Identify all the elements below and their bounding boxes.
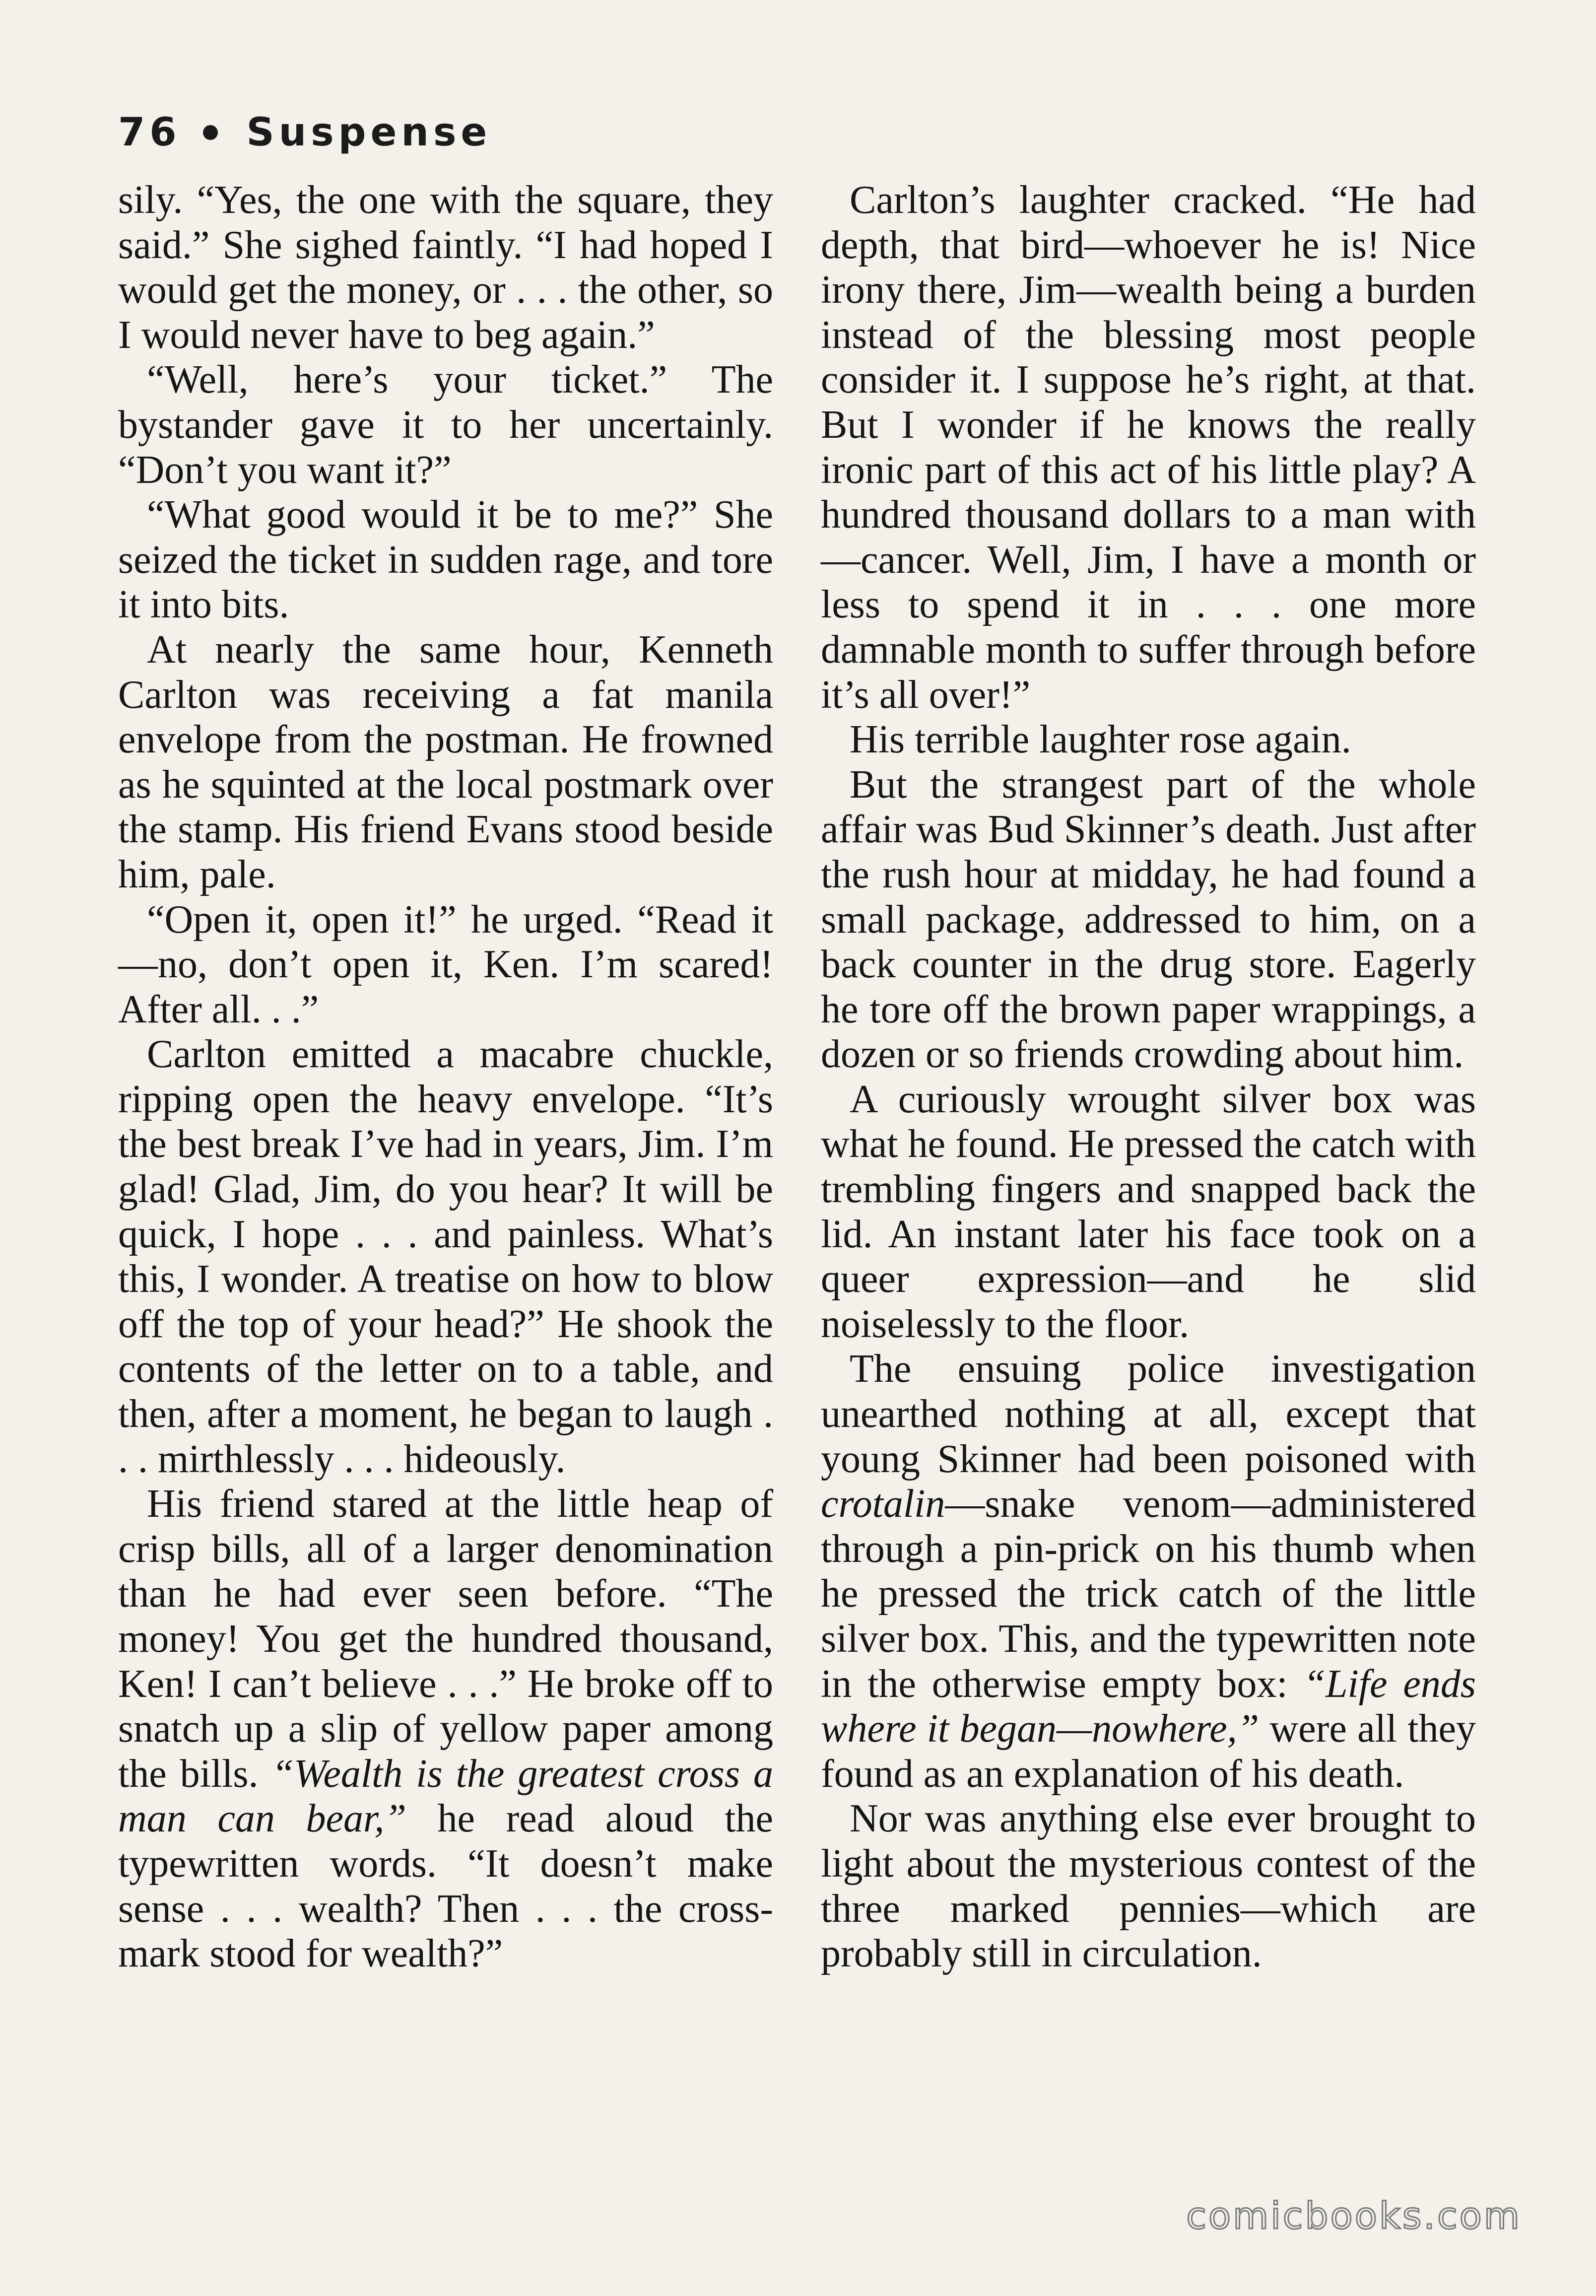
watermark: comicbooks.com	[1186, 2195, 1522, 2237]
paragraph: “Open it, open it!” he urged. “Read it—no, don’t open it, Ken. I’m scared! After all. . .”	[118, 897, 773, 1031]
italic-quote: “Life ends where it began—nowhere,”	[821, 1662, 1476, 1751]
page-number: 76	[118, 110, 181, 155]
paragraph: Nor was anything else ever brought to light about the mysterious contest of the three marked pennies—which are probably still in circulation.	[821, 1797, 1476, 1976]
italic-quote: “Wealth is the greatest cross a man can bear,”	[118, 1752, 774, 1841]
left-column	[118, 178, 773, 1976]
paragraph	[118, 1482, 773, 1976]
paragraph: At nearly the same hour, Kenneth Carlton was receiving a fat manila envelope from the postman. He frowned as he squinted at the local postmark over the stamp. His friend Evans stood beside him, pale.	[118, 627, 773, 896]
paragraph: A curiously wrought silver box was what he found. He pressed the catch with trembling fingers and snapped back the lid. An instant later his face took on a queer expression—and he slid noiselessly to the floor.	[821, 1077, 1476, 1346]
paragraph: His terrible laughter rose again.	[850, 718, 1351, 762]
bullet-icon	[203, 125, 218, 140]
paragraph: “What good would it be to me?” She seized the ticket in sudden rage, and tore it into bits.	[118, 493, 773, 627]
paragraph: Carlton’s laughter cracked. “He had depth, that bird—whoever he is! Nice irony there, Jim—wealth being a burden instead of the blessing most people consider it. I suppose he’s right, at that. But I wonder if he knows the really ironic part of this act of his little play? A hundred thousand dollars to a man with—cancer. Well, Jim, I have a month or less to spend it in . . . one more damnable month to suffer through before it’s all over!”	[821, 178, 1476, 717]
paragraph: Carlton emitted a macabre chuckle, ripping open the heavy envelope. “It’s the best break I’ve had in years, Jim. I’m glad! Glad, Jim, do you hear? It will be quick, I hope . . . and painless. What’s this, I wonder. A treatise on how to blow off the top of your head?” He shook the contents of the letter on to a table, and then, after a moment, he began to laugh . . . mirthlessly . . . hideously.	[118, 1032, 773, 1481]
italic-term: crotalin	[821, 1482, 945, 1526]
paragraph: But the strangest part of the whole affair was Bud Skinner’s death. Just after the rush hour at midday, he had found a small package, addressed to him, on a back counter in the drug store. Eagerly he tore off the brown paper wrappings, a dozen or so friends crowding about him.	[821, 762, 1476, 1077]
paragraph-text: —snake venom—administered through a pin-prick on his thumb when he pressed the trick catch of the little silver box. This, and the typewritten note in the otherwise empty box:	[821, 1482, 1476, 1706]
paragraph: sily. “Yes, the one with the square, they said.” She sighed faintly. “I had hoped I would get the money, or . . . the other, so I would never have to beg again.”	[118, 178, 773, 357]
paragraph-text: His friend stared at the little heap of crisp bills, all of a larger denomination than he had ever seen before. “The money! You get the hundred thousand, Ken! I can’t believe . . .” He broke off to snatch up a slip of yellow paper among the bills.	[118, 1482, 773, 1796]
paragraph-text: were all they found as an explanation of his death.	[821, 1707, 1476, 1796]
paragraph-text: The ensuing police investigation unearthed nothing at all, except that young Skinner had been poisoned with	[821, 1347, 1476, 1481]
paragraph	[821, 1347, 1476, 1796]
right-column	[821, 178, 1476, 1976]
running-head	[118, 110, 491, 155]
publication-title: Suspense	[246, 110, 492, 155]
paragraph: “Well, here’s your ticket.” The bystander gave it to her uncertainly. “Don’t you want it?”	[118, 358, 773, 492]
paragraph-text: he read aloud the typewritten words. “It doesn’t make sense . . . wealth? Then . . . the cross-mark stood for wealth?”	[118, 1797, 774, 1976]
